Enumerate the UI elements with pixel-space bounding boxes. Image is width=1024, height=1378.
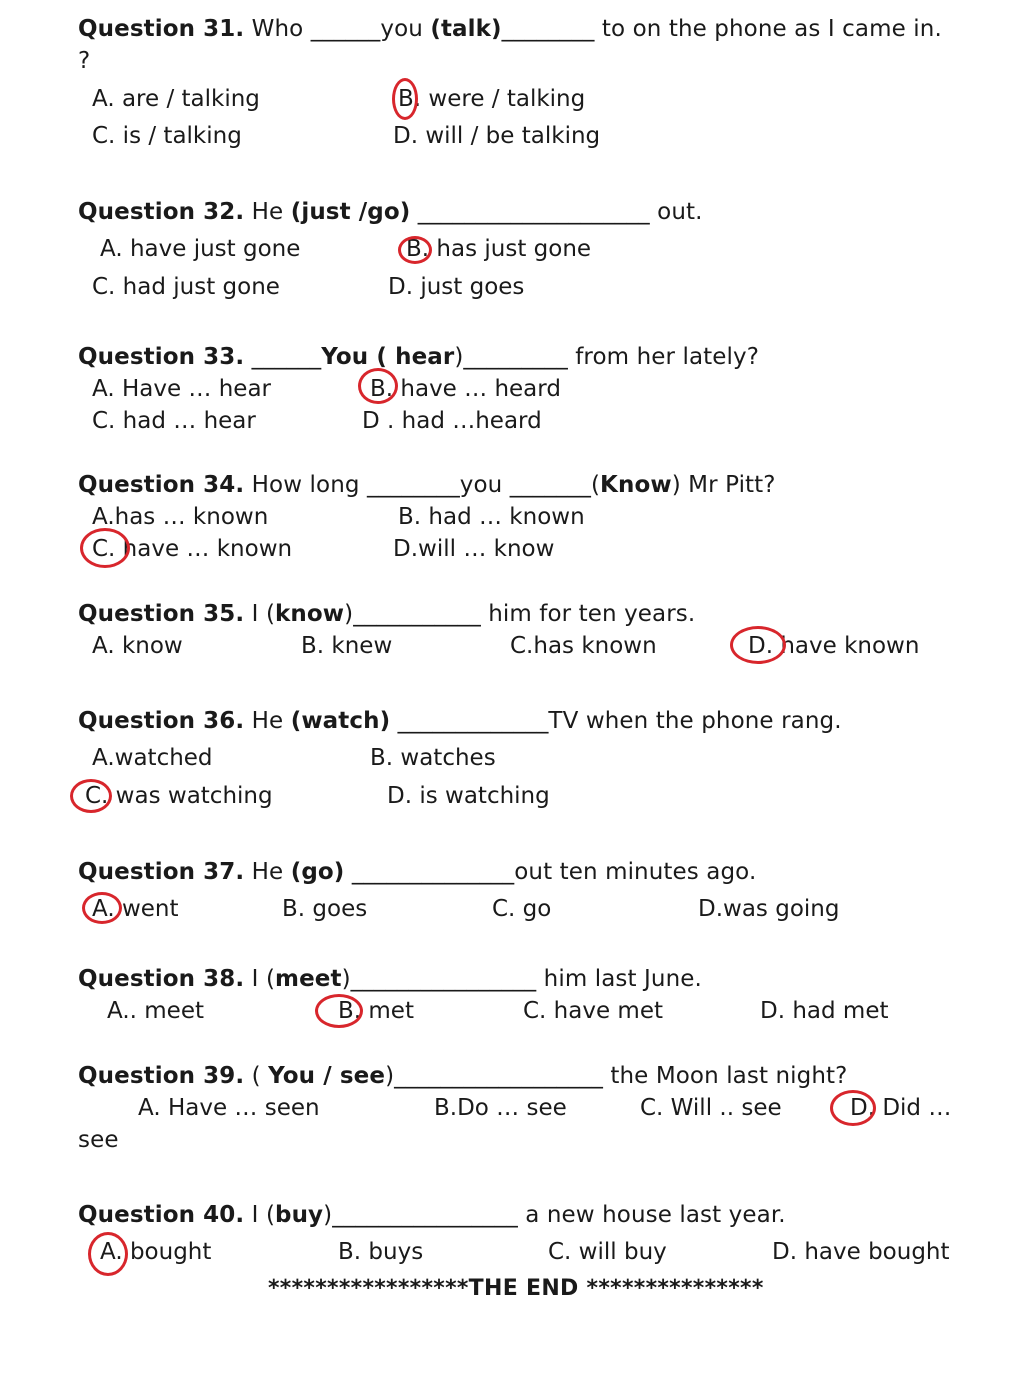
question-text: He <box>251 708 291 734</box>
question-text: )_________ from her lately? <box>454 344 760 370</box>
the-end-footer: *****************THE END *************** <box>268 1276 764 1301</box>
question-33 <box>78 342 759 372</box>
option-c: C. have … known <box>92 536 293 562</box>
question-text: Who ______ <box>251 16 381 42</box>
option-a: A. bought <box>100 1239 212 1265</box>
option-d: D. will / be talking <box>393 123 601 149</box>
question-text: ______ <box>244 344 322 370</box>
option-c: C. Will .. see <box>640 1095 782 1121</box>
option-c: C. will buy <box>548 1239 667 1265</box>
question-number: Question 33. <box>78 344 245 370</box>
question-text: ____________________ out. <box>410 199 703 225</box>
verb-hint: You / see <box>268 1063 386 1089</box>
answer-circle <box>80 528 130 568</box>
question-text: I ( <box>244 966 276 992</box>
option-b: B.Do … see <box>434 1095 567 1121</box>
verb-hint: meet <box>275 966 342 992</box>
question-text: ( <box>244 1063 269 1089</box>
answer-circle <box>730 626 786 664</box>
option-b: B. has just gone <box>406 236 592 262</box>
option-b: B. knew <box>301 633 393 659</box>
question-text: ______________out ten minutes ago. <box>344 859 757 885</box>
verb-hint: (watch) <box>290 708 391 734</box>
option-c: C. is / talking <box>92 123 242 149</box>
question-36 <box>78 706 842 736</box>
option-b: B. have … heard <box>370 376 561 402</box>
question-text: I ( <box>244 1202 276 1228</box>
question-40 <box>78 1200 786 1230</box>
verb-hint: (talk) <box>430 16 502 42</box>
answer-circle <box>315 994 363 1028</box>
option-b: B. were / talking <box>398 86 586 112</box>
option-d: D . had …heard <box>362 408 542 434</box>
option-b: B. goes <box>282 896 368 922</box>
question-continuation: see <box>78 1127 119 1153</box>
option-d: D. have known <box>748 633 920 659</box>
verb-hint: (go) <box>290 859 345 885</box>
option-c: C. was watching <box>85 783 273 809</box>
option-a: A.. meet <box>107 998 204 1024</box>
question-continuation: ? <box>78 48 91 74</box>
option-a: A. are / talking <box>92 86 260 112</box>
answer-circle <box>82 892 122 924</box>
option-a: A. know <box>92 633 183 659</box>
question-number: Question 32. <box>78 199 245 225</box>
question-text: _____________TV when the phone rang. <box>390 708 842 734</box>
option-a: A.watched <box>92 745 213 771</box>
option-d: D. is watching <box>387 783 550 809</box>
question-text: He <box>251 859 291 885</box>
option-a: A. went <box>92 896 179 922</box>
question-number: Question 35. <box>78 601 245 627</box>
answer-circle <box>830 1090 876 1126</box>
question-number: Question 36. <box>78 708 245 734</box>
question-39 <box>78 1061 847 1091</box>
option-c: C. go <box>492 896 552 922</box>
question-text: )___________ him for ten years. <box>344 601 696 627</box>
question-text: )________________ him last June. <box>341 966 702 992</box>
option-a: A. Have … seen <box>138 1095 320 1121</box>
question-38 <box>78 964 702 994</box>
question-text: He <box>251 199 291 225</box>
option-b: B. buys <box>338 1239 424 1265</box>
verb-hint: You ( hear <box>321 344 455 370</box>
question-text: I ( <box>244 601 276 627</box>
option-d: D.was going <box>698 896 840 922</box>
option-d: D. Did … <box>850 1095 952 1121</box>
option-c: C.has known <box>510 633 657 659</box>
option-c: C. have met <box>523 998 663 1024</box>
answer-circle <box>70 779 112 813</box>
option-d: D. just goes <box>388 274 525 300</box>
option-b: B. met <box>338 998 414 1024</box>
question-text: ) Mr Pitt? <box>671 472 776 498</box>
question-31 <box>78 14 942 44</box>
question-number: Question 39. <box>78 1063 245 1089</box>
option-d: D. have bought <box>772 1239 950 1265</box>
option-a: A.has … known <box>92 504 269 530</box>
verb-hint: know <box>275 601 345 627</box>
option-c: C. had … hear <box>92 408 256 434</box>
answer-circle <box>88 1232 128 1276</box>
question-text: )__________________ the Moon last night? <box>385 1063 848 1089</box>
verb-hint: Know <box>600 472 672 498</box>
question-text: you <box>380 16 431 42</box>
question-text: ________ to on the phone as I came in. <box>501 16 942 42</box>
question-number: Question 38. <box>78 966 245 992</box>
question-number: Question 34. <box>78 472 245 498</box>
answer-circle <box>392 78 418 120</box>
answer-circle <box>358 368 398 404</box>
question-34 <box>78 470 776 500</box>
question-37 <box>78 857 756 887</box>
option-c: C. had just gone <box>92 274 280 300</box>
question-number: Question 40. <box>78 1202 245 1228</box>
option-a: A. Have … hear <box>92 376 272 402</box>
option-b: B. watches <box>370 745 496 771</box>
option-d: D.will … know <box>393 536 555 562</box>
question-number: Question 31. <box>78 16 245 42</box>
question-number: Question 37. <box>78 859 245 885</box>
question-32 <box>78 197 703 227</box>
verb-hint: buy <box>275 1202 324 1228</box>
question-35 <box>78 599 695 629</box>
option-b: B. had … known <box>398 504 585 530</box>
question-text: How long ________you _______( <box>251 472 601 498</box>
question-text: )________________ a new house last year. <box>323 1202 786 1228</box>
verb-hint: (just /go) <box>290 199 411 225</box>
answer-circle <box>398 236 432 264</box>
option-d: D. had met <box>760 998 889 1024</box>
option-a: A. have just gone <box>100 236 301 262</box>
